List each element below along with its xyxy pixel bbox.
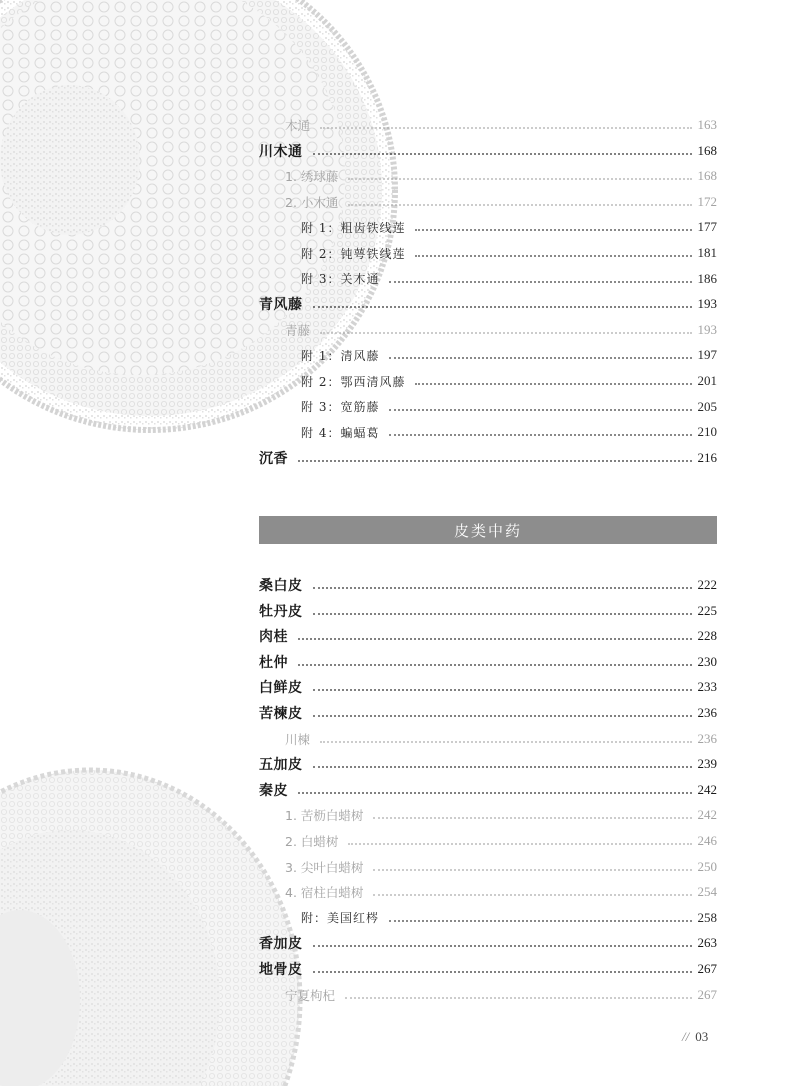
dot-leader <box>389 434 691 436</box>
page-footer <box>682 1029 708 1045</box>
dot-leader <box>415 383 691 385</box>
toc-entry[interactable] <box>259 369 717 393</box>
toc-entry-page: 236 <box>697 730 717 746</box>
dot-leader <box>373 817 691 819</box>
toc-entry[interactable] <box>259 829 717 853</box>
toc-entry-title: 4. 宿柱白蜡树 <box>285 885 364 901</box>
toc-entry-page: 228 <box>697 628 717 644</box>
dot-leader <box>415 229 691 231</box>
dot-leader <box>298 792 692 794</box>
toc-entry[interactable] <box>259 957 717 981</box>
toc-entry-title: 青风藤 <box>259 297 303 314</box>
toc-entry[interactable] <box>259 906 717 930</box>
toc-entry[interactable] <box>259 752 717 776</box>
toc-entry-title: 2. 白蜡树 <box>285 834 339 849</box>
toc-entry-title: 1. 绣球藤 <box>285 169 339 185</box>
toc-entry[interactable] <box>259 727 717 751</box>
toc-entry-title: 香加皮 <box>259 936 303 953</box>
toc-entry[interactable] <box>259 164 717 188</box>
dot-leader <box>345 997 691 999</box>
toc-entry-title: 附 3：宽筋藤 <box>301 400 380 415</box>
dot-leader <box>298 638 692 640</box>
dot-leader <box>298 460 692 462</box>
toc-entry-page: 246 <box>697 833 717 848</box>
dot-leader <box>313 306 692 308</box>
toc-entry[interactable] <box>259 241 717 265</box>
toc-entry-page: 254 <box>697 884 717 900</box>
toc-entry-title: 附 3：关木通 <box>301 272 380 287</box>
toc-entry-title: 白鲜皮 <box>259 680 303 697</box>
toc-entry-title: 附：美国红梣 <box>301 911 380 926</box>
toc-entry-page: 239 <box>697 756 717 772</box>
dot-leader <box>373 869 691 871</box>
toc-entry-page: 230 <box>697 653 717 669</box>
dot-leader <box>389 409 691 411</box>
toc-entry-title: 五加皮 <box>259 757 303 774</box>
toc-entry-page: 222 <box>697 577 717 592</box>
toc-entry-title: 附 2：钝萼铁线莲 <box>301 246 406 261</box>
stem-cross-section-bottom <box>0 770 300 1086</box>
toc-entry-page: 263 <box>697 935 717 951</box>
toc-entry[interactable] <box>259 420 717 444</box>
dot-leader <box>313 613 692 615</box>
toc-entry-page: 236 <box>697 705 717 720</box>
toc-entry[interactable] <box>259 983 717 1007</box>
toc-entry-page: 267 <box>697 986 717 1002</box>
toc-entry-title: 杜仲 <box>259 654 288 671</box>
dot-leader <box>320 741 691 743</box>
toc-entry-title: 1. 苦枥白蜡树 <box>285 808 364 824</box>
toc-entry-page: 168 <box>697 142 717 158</box>
toc-entry-title: 秦皮 <box>259 782 288 799</box>
toc-entry-title: 肉桂 <box>259 629 288 646</box>
dot-leader <box>313 689 692 691</box>
toc-entry-page: 186 <box>697 270 717 286</box>
toc-entry-title: 3. 尖叶白蜡树 <box>285 859 364 875</box>
toc-entry-page: 242 <box>697 781 717 797</box>
toc-entry-title: 附 1：清风藤 <box>301 348 380 363</box>
toc-entry-page: 168 <box>697 168 717 184</box>
toc-entry[interactable] <box>259 573 717 597</box>
toc-entry-page: 233 <box>697 679 717 695</box>
toc-entry-title: 川楝 <box>285 731 311 747</box>
toc-entry-page: 250 <box>697 858 717 874</box>
toc-entry-title: 桑白皮 <box>259 578 303 594</box>
dot-leader <box>313 715 692 717</box>
toc-entry[interactable] <box>259 931 717 955</box>
dot-leader <box>320 127 691 129</box>
toc-entry-title: 附 1：粗齿铁线莲 <box>301 220 406 235</box>
toc-entry-title: 青藤 <box>285 322 311 338</box>
dot-leader <box>348 178 691 180</box>
toc-entry-title: 木通 <box>285 118 311 133</box>
toc-entry[interactable] <box>259 190 717 214</box>
toc-entry[interactable] <box>259 624 717 648</box>
toc-entry[interactable] <box>259 855 717 879</box>
dot-leader <box>389 281 691 283</box>
dot-leader <box>415 255 691 257</box>
toc-entry[interactable] <box>259 675 717 699</box>
section-title: 皮类中药 <box>453 521 522 540</box>
toc-entry-page: 258 <box>697 909 717 925</box>
toc-entry-title: 宁夏枸杞 <box>285 987 336 1003</box>
dot-leader <box>313 971 692 973</box>
toc-entry-page: 205 <box>697 398 717 414</box>
toc-entry[interactable] <box>259 803 717 827</box>
toc-entry-page: 242 <box>697 807 717 823</box>
toc-entry[interactable] <box>259 599 717 623</box>
toc-entry-title: 苦楝皮 <box>259 706 303 722</box>
toc-entry-page: 197 <box>697 347 717 363</box>
toc-entry-page: 210 <box>697 424 717 440</box>
dot-leader <box>348 204 691 206</box>
toc-entry[interactable] <box>259 880 717 904</box>
dot-leader <box>313 766 692 768</box>
toc-entry-title: 地骨皮 <box>259 962 303 978</box>
dot-leader <box>389 920 691 922</box>
toc-entry[interactable] <box>259 343 717 367</box>
toc-entry[interactable] <box>259 113 717 137</box>
toc-entry-page: 172 <box>697 193 717 209</box>
toc-entry-title: 2. 小木通 <box>285 194 339 210</box>
toc-entry-page: 225 <box>697 602 717 618</box>
dot-leader <box>313 587 692 589</box>
toc-entry-page: 201 <box>697 373 717 388</box>
toc-entry-page: 216 <box>697 449 717 465</box>
toc-entry-title: 川木通 <box>259 143 303 160</box>
toc-entry[interactable] <box>259 778 717 802</box>
toc-entry-title: 附 4：蝙蝠葛 <box>301 425 380 440</box>
section-header-bark-medicines <box>259 516 717 544</box>
dot-leader <box>373 894 691 896</box>
toc-entry[interactable] <box>259 446 717 470</box>
toc-entry[interactable] <box>259 267 717 291</box>
toc-entry[interactable] <box>259 318 717 342</box>
dot-leader <box>320 332 691 334</box>
toc-entry-page: 267 <box>697 961 717 976</box>
toc-entry[interactable] <box>259 292 717 316</box>
dot-leader <box>313 945 692 947</box>
toc-entry-page: 193 <box>697 296 717 312</box>
dot-leader <box>298 664 692 666</box>
toc-entry-title: 沉香 <box>259 450 288 467</box>
toc-entry[interactable] <box>259 215 717 239</box>
toc-entry[interactable] <box>259 139 717 163</box>
toc-entry[interactable] <box>259 701 717 725</box>
toc-entry-page: 181 <box>697 245 717 260</box>
toc-entry-title: 牡丹皮 <box>259 603 303 620</box>
toc-entry[interactable] <box>259 395 717 419</box>
page-number: 03 <box>695 1029 709 1044</box>
toc-entry-title: 附 2：鄂西清风藤 <box>301 374 406 389</box>
toc-entry-page: 163 <box>697 117 717 132</box>
toc-entry-page: 193 <box>697 321 717 337</box>
toc-entry[interactable] <box>259 650 717 674</box>
dot-leader <box>313 153 692 155</box>
dot-leader <box>348 843 691 845</box>
footer-separator: // <box>682 1029 690 1044</box>
dot-leader <box>389 357 691 359</box>
toc-entry-page: 177 <box>697 219 717 235</box>
